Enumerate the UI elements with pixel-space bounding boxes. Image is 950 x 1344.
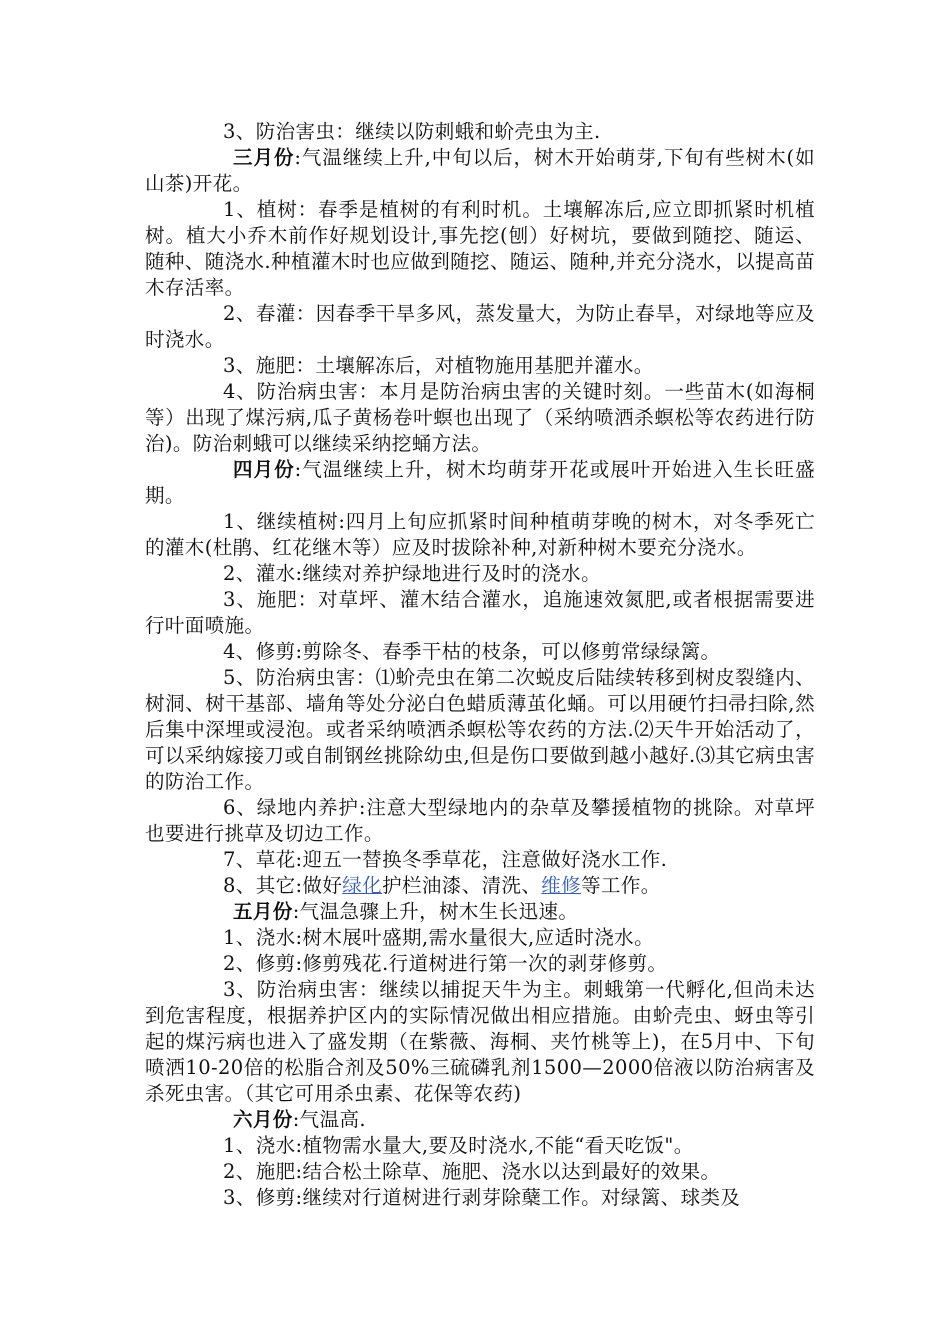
maintenance-link[interactable]: 维修 bbox=[541, 874, 582, 897]
month-paragraph-may bbox=[145, 899, 815, 925]
paragraph: 6、绿地内养护:注意大型绿地内的杂草及攀援植物的挑除。对草坪也要进行挑草及切边工作。 bbox=[145, 796, 815, 845]
text-segment: 护栏油漆、清洗、 bbox=[382, 874, 542, 897]
month-paragraph-march bbox=[145, 145, 815, 197]
paragraph: 2、春灌：因春季干旱多风，蒸发量大，为防止春旱，对绿地等应及时浇水。 bbox=[145, 302, 815, 351]
month-paragraph-june bbox=[145, 1107, 815, 1133]
month-heading: 五月份 bbox=[233, 900, 293, 923]
paragraph-with-links bbox=[145, 873, 815, 899]
text-segment: 8、其它:做好 bbox=[223, 874, 343, 897]
month-paragraph-april bbox=[145, 457, 815, 509]
month-description: :气温高. bbox=[292, 1108, 366, 1131]
document-page bbox=[145, 119, 815, 1211]
paragraph: 5、防治病虫害：⑴蚧壳虫在第二次蜕皮后陆续转移到树皮裂缝内、树洞、树干基部、墙角等处分泌白色蜡质薄茧化蛹。可以用硬竹扫帚扫除,然后集中深埋或浸泡。或者采纳喷洒杀螟松等农药的方法.⑵天牛开始活动了，可以采纳嫁接刀或自制钢丝挑除幼虫,但是伤口要做到越小越好.⑶其它病虫害的防治工作。 bbox=[145, 666, 815, 793]
paragraph: 1、继续植树:四月上旬应抓紧时间种植萌芽晚的树木，对冬季死亡的灌木(杜鹃、红花继木等）应及时拔除补种,对新种树木要充分浇水。 bbox=[145, 510, 815, 559]
text-segment: 等工作。 bbox=[581, 874, 661, 897]
greening-link[interactable]: 绿化 bbox=[342, 874, 383, 897]
paragraph: 2、灌水:继续对养护绿地进行及时的浇水。 bbox=[223, 562, 601, 585]
paragraph: 1、浇水:植物需水量大,要及时浇水,不能“看天吃饭"。 bbox=[223, 1134, 694, 1157]
paragraph: 3、防治害虫：继续以防刺蛾和蚧壳虫为主. bbox=[223, 120, 601, 143]
month-heading: 六月份 bbox=[233, 1108, 293, 1131]
paragraph: 3、施肥：土壤解冻后，对植物施用基肥并灌水。 bbox=[223, 354, 654, 377]
month-heading: 三月份 bbox=[233, 146, 295, 169]
month-description: :气温继续上升，树木均萌芽开花或展叶开始进入生长旺盛期。 bbox=[145, 458, 815, 507]
paragraph: 1、植树：春季是植树的有利时机。土壤解冻后,应立即抓紧时机植树。植大小乔木前作好规划设计,事先挖(刨）好树坑，要做到随挖、随运、随种、随浇水.种植灌木时也应做到随挖、随运、随种,并充分浇水，以提高苗木存活率。 bbox=[145, 198, 815, 299]
month-description: :气温继续上升,中旬以后，树木开始萌芽,下旬有些树木(如山茶)开花。 bbox=[145, 146, 815, 195]
paragraph: 1、浇水:树木展叶盛期,需水量很大,应适时浇水。 bbox=[223, 926, 654, 949]
paragraph: 7、草花:迎五一替换冬季草花，注意做好浇水工作. bbox=[223, 848, 668, 871]
paragraph: 4、防治病虫害：本月是防治病虫害的关键时刻。一些苗木(如海桐等）出现了煤污病,瓜子黄杨卷叶螟也出现了（采纳喷洒杀螟松等农药进行防治)。防治刺蛾可以继续采纳挖蛹方法。 bbox=[145, 380, 815, 455]
paragraph: 4、修剪:剪除冬、春季干枯的枝条，可以修剪常绿绿篱。 bbox=[223, 640, 721, 663]
paragraph: 3、防治病虫害：继续以捕捉天牛为主。刺蛾第一代孵化,但尚未达到危害程度，根据养护区内的实际情况做出相应措施。由蚧壳虫、蚜虫等引起的煤污病也进入了盛发期（在紫薇、海桐、夹竹桃等上)，在5月中、下旬喷洒10-20倍的松脂合剂及50%三硫磷乳剂1500—2000倍液以防治病害及杀死虫害。（其它可用杀虫素、花保等农药) bbox=[145, 978, 815, 1105]
month-description: :气温急骤上升，树木生长迅速。 bbox=[292, 900, 579, 923]
month-heading: 四月份 bbox=[233, 458, 295, 481]
paragraph: 2、修剪:修剪残花.行道树进行第一次的剥芽修剪。 bbox=[223, 952, 668, 975]
paragraph: 3、施肥：对草坪、灌木结合灌水，追施速效氮肥,或者根据需要进行叶面喷施。 bbox=[145, 588, 815, 637]
paragraph: 3、修剪:继续对行道树进行剥芽除蘖工作。对绿篱、球类及 bbox=[223, 1186, 741, 1209]
paragraph: 2、施肥:结合松土除草、施肥、浇水以达到最好的效果。 bbox=[223, 1160, 721, 1183]
